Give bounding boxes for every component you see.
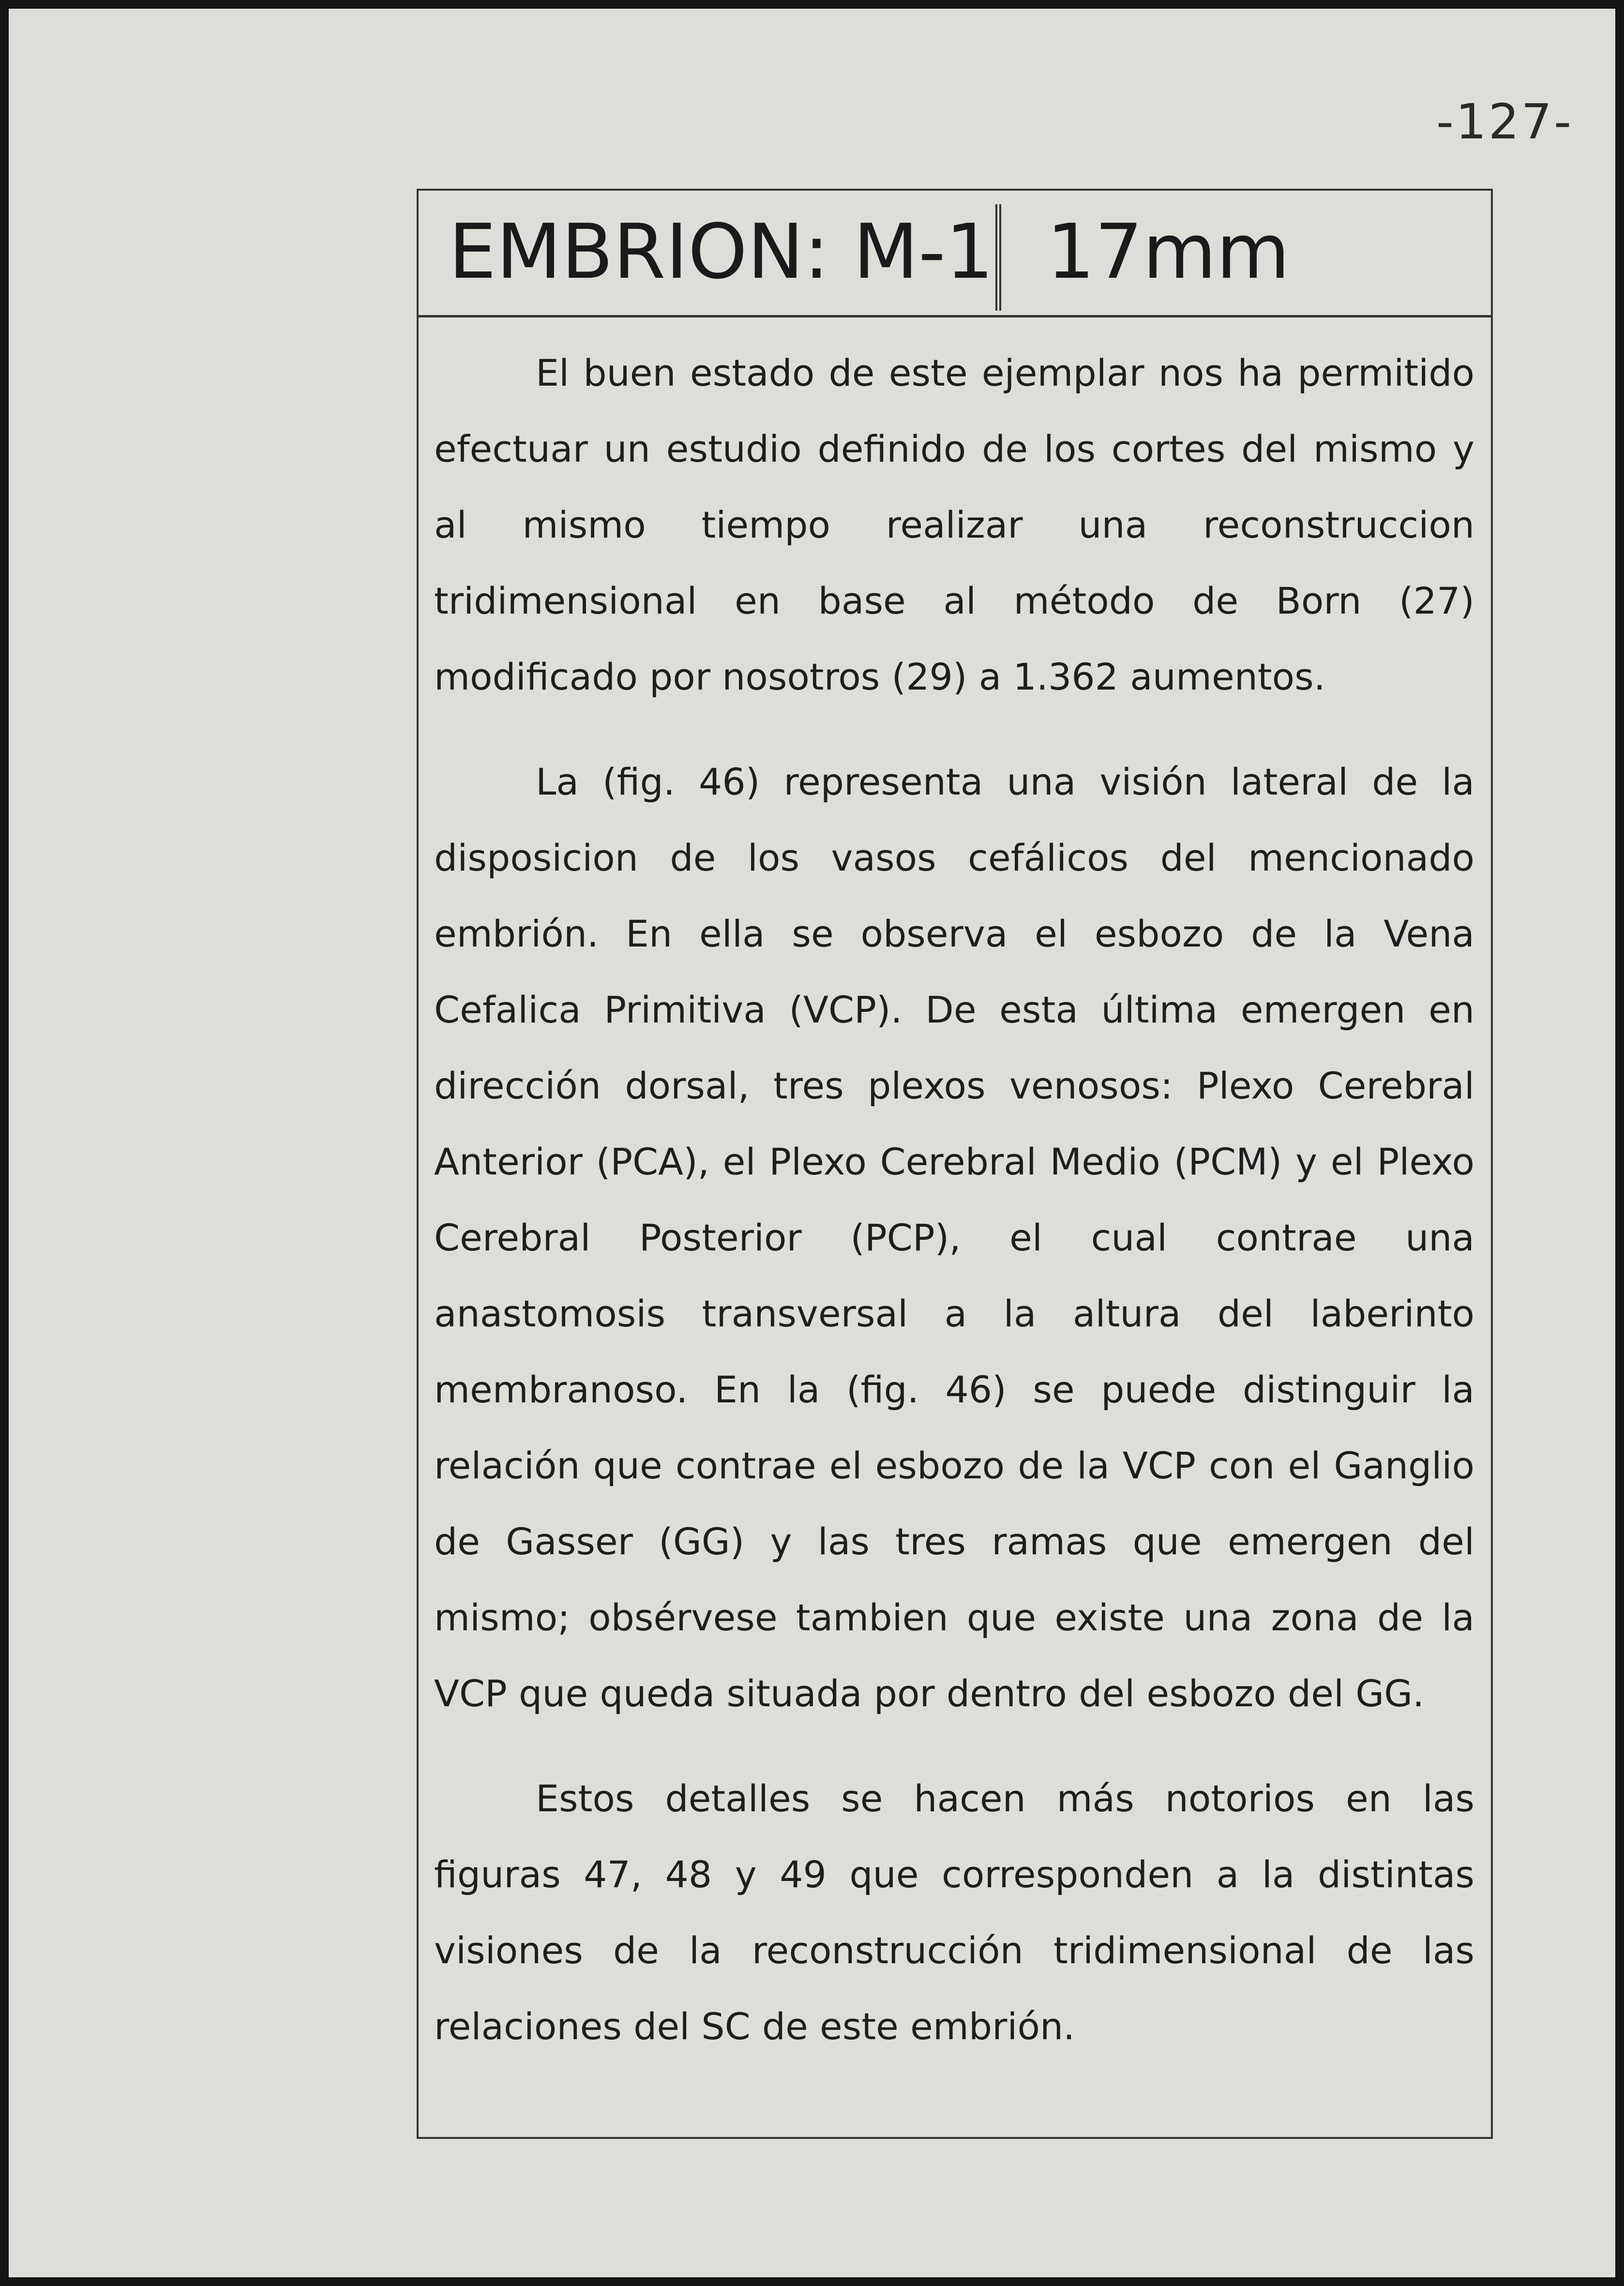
embryo-size-title: 17mm (1047, 208, 1290, 296)
body-text (434, 335, 1474, 2093)
page-number: -127- (1436, 93, 1574, 150)
paragraph: El buen estado de este ejemplar nos ha permitido efectuar un estudio definido de los cortes del mismo y al mismo tiempo realizar una reconstruccion tridimensional en base al método de Born (27) modificado por nosotros (29) a 1.362 aumentos. (434, 351, 1474, 698)
title-divider (995, 204, 1001, 311)
paragraph: La (fig. 46) representa una visión lateral de la disposicion de los vasos cefálicos del mencionado embrión. En ella se observa el esbozo de la Vena Cefalica Primitiva (VCP). De esta última emergen en dirección dorsal, tres plexos venosos: Plexo Cerebral Anterior (PCA), el Plexo Cerebral Medio (PCM) y el Plexo Cerebral Posterior (PCP), el cual contrae una anastomosis transversal a la altura del laberinto membranoso. En la (fig. 46) se puede distinguir la relación que contrae el esbozo de la VCP con el Ganglio de Gasser (GG) y las tres ramas que emergen del mismo; obsérvese tambien que existe una zona de la VCP que queda situada por dentro del esbozo del GG. (434, 760, 1474, 1715)
paragraph: Estos detalles se hacen más notorios en las figuras 47, 48 y 49 que corresponden a la distintas visiones de la reconstrucción tridimensional de las relaciones del SC de este embrión. (434, 1777, 1474, 2048)
embryo-id-title: EMBRION: M-1 (449, 208, 994, 296)
content-frame (417, 189, 1493, 2139)
title-header (419, 191, 1491, 317)
document-page (9, 9, 1615, 2277)
